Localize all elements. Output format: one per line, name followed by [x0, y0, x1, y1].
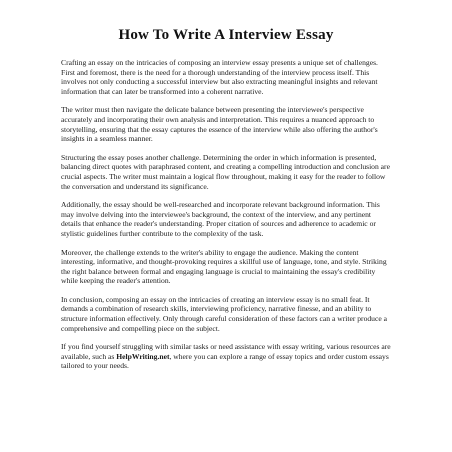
paragraph-conclusion: In conclusion, composing an essay on the intricacies of creating an interview essay is no small feat. It demands a combination of research skills, interviewing proficiency, narrative finesse, and an ability to structure information effectively. Only through careful consideration of these factors can a writer produce a comprehensive and compelling piece on the subject. — [61, 294, 387, 333]
paragraph-structure: Structuring the essay poses another challenge. Determining the order in which information is presented, balancing direct quotes with paraphrased content, and creating a compelling introduction and conclusion are crucial aspects. The writer must maintain a logical flow throughout, making it easy for the reader to follow the conversation and understand its significance. — [61, 152, 390, 191]
paragraph-research: Additionally, the essay should be well-researched and incorporate relevant background information. This may involve delving into the interviewee's background, the context of the interview, and any pertinent details that enhance the reader's understanding. Proper citation of sources and adherence to academic or stylistic guidelines further contribute to the complexity of the task. — [61, 200, 380, 238]
helpwriting-link[interactable]: HelpWriting.net — [116, 351, 170, 361]
page-title: How To Write A Interview Essay — [118, 27, 334, 43]
paragraph-balance: The writer must then navigate the delicate balance between presenting the interviewee's perspective accurately and incorporating their own analysis and interpretation. This requires a nuanced approach to storytelling, ensuring that the essay captures the essence of the interview while also offering the author's insights in a seamless manner. — [61, 105, 378, 144]
closing-text-after: , where you can explore a range of essay topics and order custom essays tailored to your needs. — [61, 351, 389, 371]
paragraph-engagement: Moreover, the challenge extends to the writer's ability to engage the audience. Making the content interesting, informative, and thought-provoking requires a skillful use of language, tone, and style. Striking the right balance between formal and engaging language is crucial to maintaining the essay's credibility while keeping the reader's attention. — [61, 247, 387, 286]
paragraph-closing — [61, 342, 391, 371]
paragraph-intro: Crafting an essay on the intricacies of composing an interview essay presents a unique set of challenges. First and foremost, there is the need for a thorough understanding of the interview process itself. This involves not only conducting a successful interview but also extracting meaningful insights and relevant information that can later be transformed into a coherent narrative. — [61, 58, 378, 96]
closing-text-before: If you find yourself struggling with similar tasks or need assistance with essay writing, various resources are available, such as — [61, 342, 391, 361]
